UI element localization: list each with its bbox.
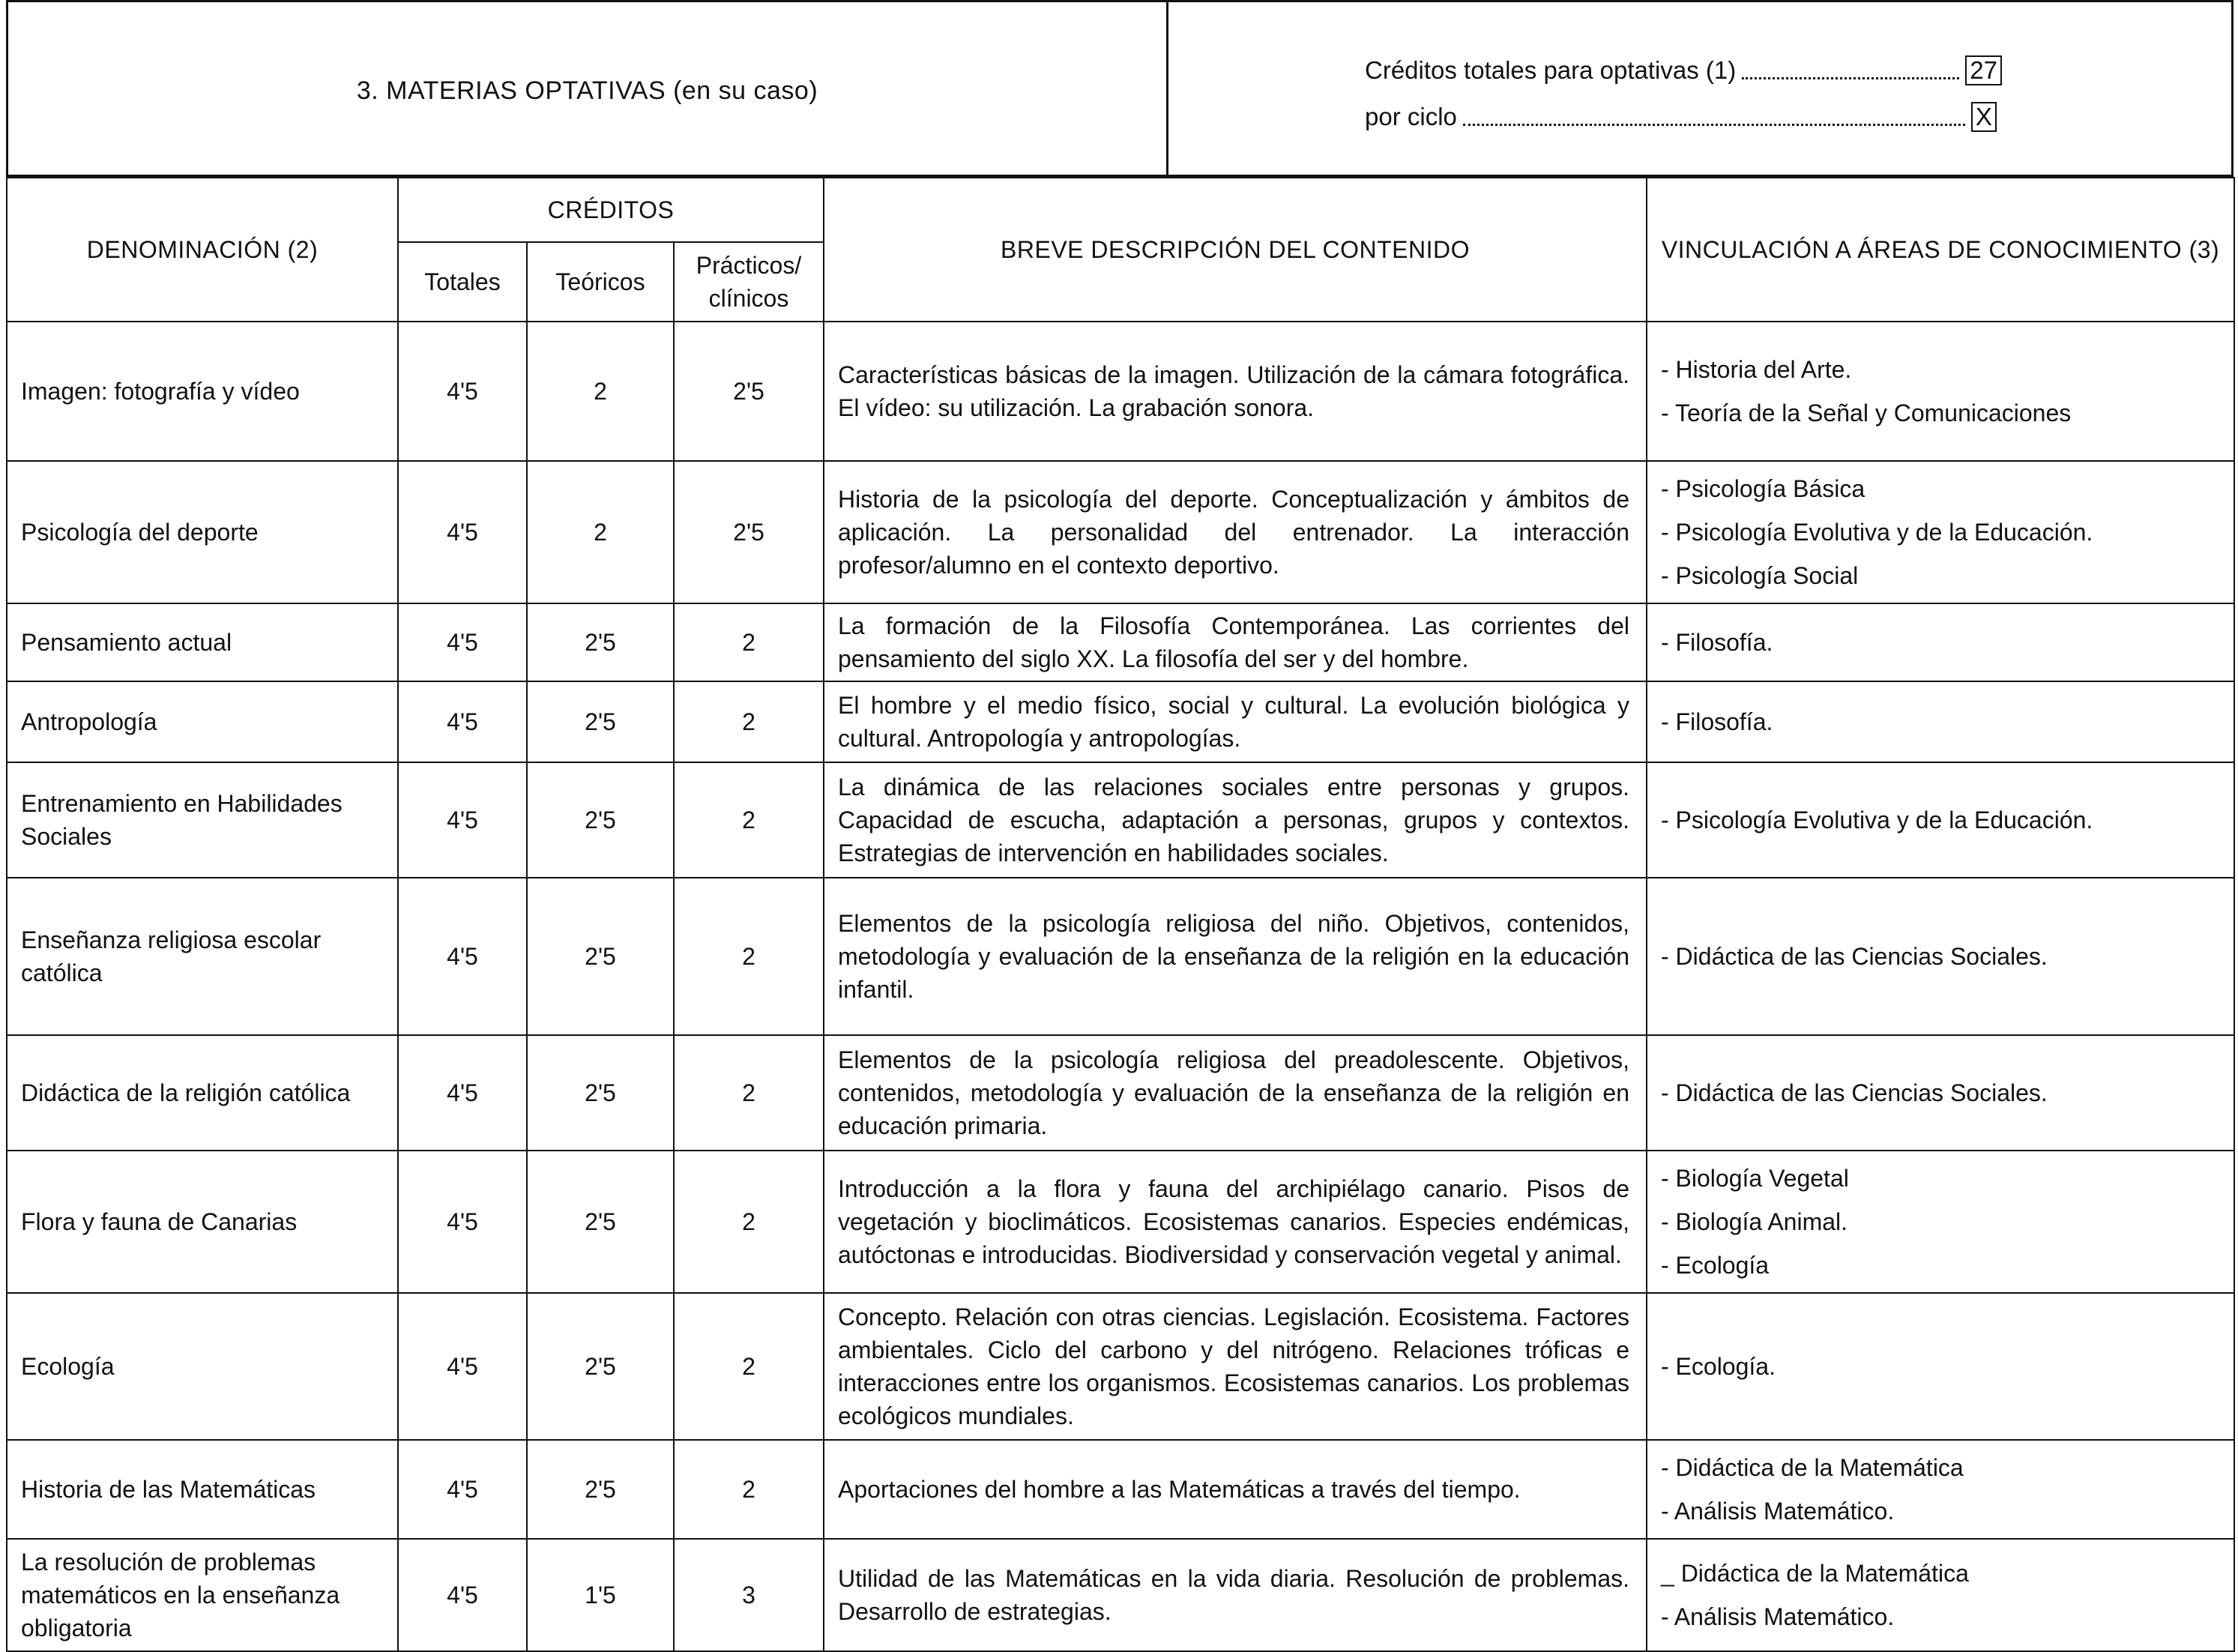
content-description: La formación de la Filosofía Contemporánea. Las corrientes del pensamiento del siglo XX. La filosofía del ser y del hombre. (824, 603, 1647, 681)
credits-total: 4'5 (398, 1440, 527, 1539)
knowledge-area-item: _ Didáctica de la Matemática (1661, 1560, 1969, 1587)
document-page (6, 0, 2238, 1645)
content-description: Elementos de la psicología religiosa del niño. Objetivos, contenidos, metodología y evaluación de la enseñanza de la religión en la educación infantil. (824, 878, 1647, 1035)
knowledge-area-item: - Filosofía. (1661, 708, 1773, 735)
per-cycle-label: por ciclo (1365, 103, 1457, 130)
content-description: El hombre y el medio físico, social y cultural. La evolución biológica y cultural. Antropología y antropologías. (824, 681, 1647, 762)
credits-practice: 2 (674, 1035, 824, 1151)
credits-theory: 2'5 (527, 603, 674, 681)
subject-name: Historia de las Matemáticas (7, 1440, 398, 1539)
content-description: La dinámica de las relaciones sociales entre personas y grupos. Capacidad de escucha, adaptación a personas, grupos y contextos. Estrategias de intervención en habilidades sociales. (824, 762, 1647, 878)
credits-practice: 3 (674, 1539, 824, 1651)
knowledge-area-item: - Biología Vegetal (1661, 1165, 1849, 1192)
credits-total: 4'5 (398, 461, 527, 603)
credits-theory: 2'5 (527, 681, 674, 762)
dot-leader (1742, 77, 1959, 79)
credits-practice: 2 (674, 1293, 824, 1440)
knowledge-areas (1647, 1151, 2234, 1293)
credits-theory: 1'5 (527, 1539, 674, 1651)
content-description: Introducción a la flora y fauna del archipiélago canario. Pisos de vegetación y bioclimáticos. Ecosistemas canarios. Especies endémicas, autóctonas e introducidas. Biodiversidad y conservación vegetal y animal. (824, 1151, 1647, 1293)
table-row (7, 762, 2234, 878)
credits-practice: 2 (674, 762, 824, 878)
knowledge-area-item: - Análisis Matemático. (1661, 1603, 1895, 1630)
knowledge-area-item: - Historia del Arte. (1661, 356, 1852, 383)
content-description: Elementos de la psicología religiosa del preadolescente. Objetivos, contenidos, metodología y evaluación de la enseñanza de la religión en educación primaria. (824, 1035, 1647, 1151)
credits-total: 4'5 (398, 762, 527, 878)
knowledge-area-item: - Ecología (1661, 1252, 1770, 1279)
subject-name: Enseñanza religiosa escolar católica (7, 878, 398, 1035)
credits-theory: 2 (527, 322, 674, 461)
credits-practice: 2'5 (674, 322, 824, 461)
credits-theory: 2'5 (527, 1293, 674, 1440)
content-description: Concepto. Relación con otras ciencias. Legislación. Ecosistema. Factores ambientales. Ciclo del carbono y del nitrógeno. Relaciones tróficas e interacciones entre los organismos. Ecosistemas canarios. Los problemas ecológicos mundiales. (824, 1293, 1647, 1440)
credits-total: 4'5 (398, 322, 527, 461)
knowledge-area-item: - Psicología Básica (1661, 475, 1865, 502)
subject-name: Imagen: fotografía y vídeo (7, 322, 398, 461)
credits-practice: 2'5 (674, 461, 824, 603)
optional-subjects-table (6, 177, 2235, 1652)
knowledge-areas (1647, 603, 2234, 681)
table-row (7, 1539, 2234, 1651)
credits-practice: 2 (674, 1151, 824, 1293)
knowledge-areas (1647, 461, 2234, 603)
subject-name: Entrenamiento en Habilidades Sociales (7, 762, 398, 878)
subject-name: Didáctica de la religión católica (7, 1035, 398, 1151)
credits-total: 4'5 (398, 1539, 527, 1651)
knowledge-area-item: - Didáctica de las Ciencias Sociales. (1661, 1079, 2048, 1106)
table-row (7, 461, 2234, 603)
subject-name: Pensamiento actual (7, 603, 398, 681)
credits-theory: 2 (527, 461, 674, 603)
credits-practice: 2 (674, 603, 824, 681)
knowledge-area-item: - Psicología Evolutiva y de la Educación. (1661, 519, 2093, 546)
table-row (7, 1035, 2234, 1151)
knowledge-areas (1647, 1293, 2234, 1440)
header-practice: Prácticos/ clínicos (674, 242, 824, 322)
knowledge-area-item: - Psicología Evolutiva y de la Educación. (1661, 807, 2093, 833)
knowledge-area-item: - Psicología Social (1661, 562, 1859, 589)
table-row (7, 681, 2234, 762)
table-row (7, 322, 2234, 461)
credits-total: 4'5 (398, 878, 527, 1035)
subject-name: La resolución de problemas matemáticos en la enseñanza obligatoria (7, 1539, 398, 1651)
content-description: Aportaciones del hombre a las Matemáticas a través del tiempo. (824, 1440, 1647, 1539)
subject-name: Antropología (7, 681, 398, 762)
credits-summary (1365, 47, 2002, 140)
knowledge-areas (1647, 1035, 2234, 1151)
knowledge-areas (1647, 1440, 2234, 1539)
knowledge-area-item: - Biología Animal. (1661, 1208, 1848, 1235)
knowledge-area-item: - Didáctica de la Matemática (1661, 1454, 1964, 1481)
table-row (7, 603, 2234, 681)
knowledge-areas (1647, 1539, 2234, 1651)
per-cycle-line (1365, 94, 2002, 140)
knowledge-area-item: - Análisis Matemático. (1661, 1498, 1895, 1525)
subject-name: Psicología del deporte (7, 461, 398, 603)
subject-name: Ecología (7, 1293, 398, 1440)
credits-total-label: Créditos totales para optativas (1) (1365, 56, 1737, 84)
table-row (7, 878, 2234, 1035)
knowledge-areas (1647, 878, 2234, 1035)
per-cycle-value: X (1971, 102, 1997, 132)
dot-leader (1463, 124, 1965, 126)
knowledge-area-item: - Filosofía. (1661, 629, 1773, 656)
header-theory: Teóricos (527, 242, 674, 322)
table-row (7, 1151, 2234, 1293)
credits-total: 4'5 (398, 1151, 527, 1293)
section-header-box (6, 0, 2234, 177)
knowledge-areas (1647, 762, 2234, 878)
credits-practice: 2 (674, 1440, 824, 1539)
credits-total-value: 27 (1965, 55, 2002, 85)
credits-total-line (1365, 47, 2002, 94)
header-areas: VINCULACIÓN A ÁREAS DE CONOCIMIENTO (3) (1647, 178, 2234, 322)
knowledge-area-item: - Teoría de la Señal y Comunicaciones (1661, 400, 2072, 426)
table-row (7, 1293, 2234, 1440)
content-description: Historia de la psicología del deporte. Conceptualización y ámbitos de aplicación. La personalidad del entrenador. La interacción profesor/alumno en el contexto deportivo. (824, 461, 1647, 603)
content-description: Características básicas de la imagen. Utilización de la cámara fotográfica. El vídeo: su utilización. La grabación sonora. (824, 322, 1647, 461)
knowledge-area-item: - Ecología. (1661, 1353, 1776, 1380)
table-row (7, 1440, 2234, 1539)
credits-theory: 2'5 (527, 878, 674, 1035)
header-name: DENOMINACIÓN (2) (7, 178, 398, 322)
credits-total: 4'5 (398, 1293, 527, 1440)
knowledge-areas (1647, 322, 2234, 461)
credits-practice: 2 (674, 878, 824, 1035)
credits-theory: 2'5 (527, 1035, 674, 1151)
header-description: BREVE DESCRIPCIÓN DEL CONTENIDO (824, 178, 1647, 322)
credits-theory: 2'5 (527, 1151, 674, 1293)
credits-practice: 2 (674, 681, 824, 762)
credits-theory: 2'5 (527, 762, 674, 878)
header-total: Totales (398, 242, 527, 322)
knowledge-area-item: - Didáctica de las Ciencias Sociales. (1661, 943, 2048, 970)
section-title: 3. MATERIAS OPTATIVAS (en su caso) (356, 76, 818, 105)
knowledge-areas (1647, 681, 2234, 762)
credits-total: 4'5 (398, 1035, 527, 1151)
content-description: Utilidad de las Matemáticas en la vida diaria. Resolución de problemas. Desarrollo de estrategias. (824, 1539, 1647, 1651)
credits-total: 4'5 (398, 681, 527, 762)
header-divider (1166, 2, 1168, 175)
credits-total: 4'5 (398, 603, 527, 681)
header-credits: CRÉDITOS (398, 178, 824, 242)
credits-theory: 2'5 (527, 1440, 674, 1539)
subject-name: Flora y fauna de Canarias (7, 1151, 398, 1293)
table-body (7, 322, 2234, 1651)
